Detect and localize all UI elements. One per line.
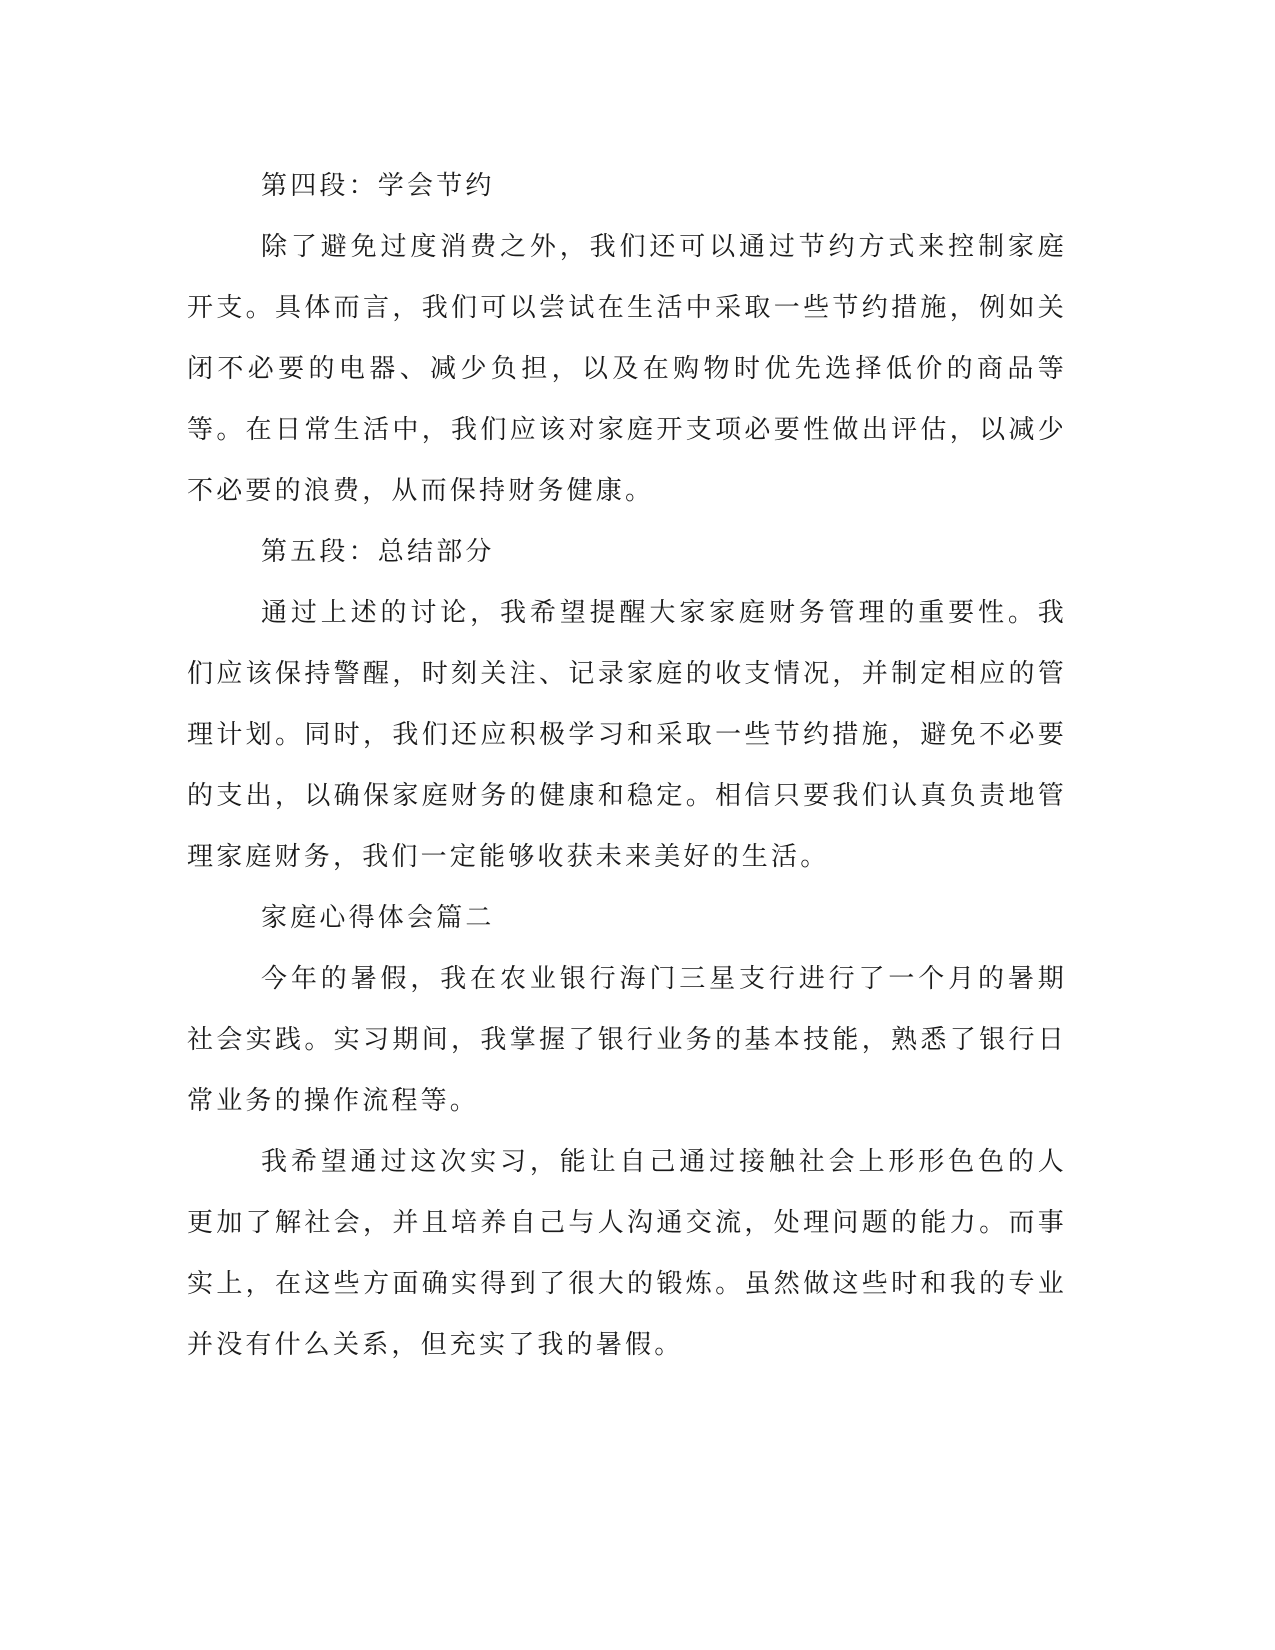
paragraph-saving: 除了避免过度消费之外，我们还可以通过节约方式来控制家庭开支。具体而言，我们可以尝试在生活中采取一些节约措施，例如关闭不必要的电器、减少负担，以及在购物时优先选择低价的商品等等。在日常生活中，我们应该对家庭开支项必要性做出评估，以减少不必要的浪费，从而保持财务健康。 [187,232,1067,506]
paragraph-summary: 通过上述的讨论，我希望提醒大家家庭财务管理的重要性。我们应该保持警醒，时刻关注、记录家庭的收支情况，并制定相应的管理计划。同时，我们还应积极学习和采取一些节约措施，避免不必要的支出，以确保家庭财务的健康和稳定。相信只要我们认真负责地管理家庭财务，我们一定能够收获未来美好的生活。 [187,598,1067,872]
paragraph-internship: 今年的暑假，我在农业银行海门三星支行进行了一个月的暑期社会实践。实习期间，我掌握了银行业务的基本技能，熟悉了银行日常业务的操作流程等。 [187,964,1067,1116]
section-heading-5: 第五段：总结部分 [261,537,495,567]
document-body [187,156,1067,1376]
section-heading-4: 第四段：学会节约 [261,171,495,201]
article-title-2: 家庭心得体会篇二 [261,903,495,933]
paragraph-reflection: 我希望通过这次实习，能让自己通过接触社会上形形色色的人更加了解社会，并且培养自己与人沟通交流，处理问题的能力。而事实上，在这些方面确实得到了很大的锻炼。虽然做这些时和我的专业并没有什么关系，但充实了我的暑假。 [187,1147,1067,1360]
